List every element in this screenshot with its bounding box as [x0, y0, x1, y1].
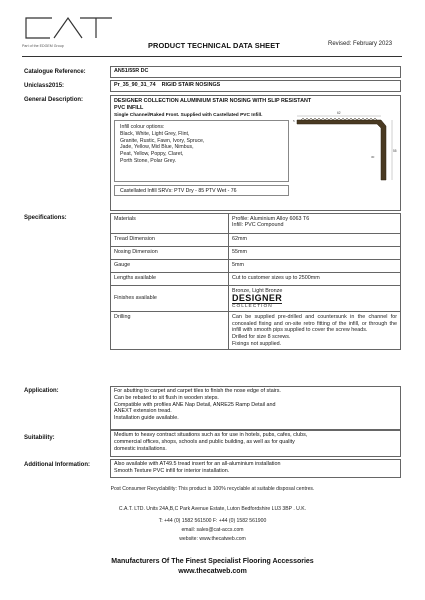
- table-row: [111, 234, 401, 247]
- spec-value: 55mm: [229, 247, 401, 260]
- infill-line: Porth Stone, Polar Grey.: [120, 157, 177, 164]
- uniclass-label: Uniclass2015:: [24, 83, 65, 89]
- general-subtitle: Single Channel/Raked Front. Supplied with Castellated PVC Infill.: [114, 113, 263, 118]
- infill-line: Black, White, Light Grey, Flint,: [120, 130, 190, 137]
- additional-line: Also available with AT49.5 tread insert for an all-aluminium installation: [114, 461, 281, 467]
- recyclability-note: Post Consumer Recyclability: This product is 100% recyclable at suitable disposal centres.: [110, 486, 315, 492]
- suitability-line: commercial offices, shops, schools and public building, as well as for quality: [114, 438, 295, 445]
- spec-value: [229, 312, 401, 350]
- table-row: [111, 214, 401, 234]
- general-title: DESIGNER COLLECTION ALUMINIUM STAIR NOSING WITH SLIP RESISTANT PVC INFILL: [114, 98, 312, 111]
- spec-key: Finishes available: [111, 286, 229, 312]
- spec-value: 5mm: [229, 260, 401, 273]
- spec-value: [229, 214, 401, 234]
- general-description-box: [110, 95, 401, 211]
- company-phone: T: +44 (0) 1582 561500 F: +44 (0) 1582 561900: [158, 518, 267, 524]
- suitability-box: [110, 430, 401, 457]
- company-website: website: www.thecatweb.com: [179, 536, 246, 542]
- dim-right-label: 55: [393, 149, 397, 153]
- infill-line: Jade, Yellow, Mid Blue, Nimbus,: [120, 144, 194, 151]
- application-line: Compatible with profiles ANE Nap Detail, ANRE25 Ramp Detail and: [114, 401, 276, 408]
- dim-top-label: 62: [337, 111, 341, 115]
- spec-key: Drilling: [111, 312, 229, 350]
- additional-line: Smooth Texture PVC infill for interior installation.: [114, 467, 230, 474]
- revised-date: Revised: February 2023: [328, 41, 393, 47]
- dim-inner-label: 30: [371, 155, 375, 159]
- designer-collection-logo: [232, 294, 397, 310]
- table-row: [111, 247, 401, 260]
- suitability-label: Suitability:: [24, 435, 55, 441]
- uniclass-value: Pr_35_90_31_74 RIGID STAIR NOSINGS: [110, 80, 401, 92]
- spec-key: Tread Dimension: [111, 234, 229, 247]
- designer-word: DESIGNER: [232, 293, 283, 304]
- cat-logo-icon: [22, 14, 114, 44]
- suitability-line: domestic installations.: [114, 445, 167, 452]
- specifications-table: [110, 213, 401, 350]
- application-line: For abutting to carpet and carpet tiles to finish the nose edge of stairs.: [114, 388, 281, 394]
- specifications-label: Specifications:: [24, 215, 67, 221]
- additional-label: Additional Information:: [24, 462, 90, 468]
- infill-colour-box: [114, 120, 289, 182]
- spec-value: 62mm: [229, 234, 401, 247]
- infill-line: Peat, Yellow, Poppy, Claret,: [120, 151, 184, 157]
- stair-nosing-profile-icon: [289, 100, 399, 196]
- spec-value-line: Fixings not supplied.: [232, 340, 282, 347]
- footer-tagline: Manufacturers Of The Finest Specialist Flooring Accessories: [111, 558, 314, 565]
- collection-word: COLLECTION: [232, 304, 273, 310]
- catalogue-label: Catalogue Reference:: [24, 69, 86, 75]
- company-logo: [22, 14, 114, 50]
- page-title: PRODUCT TECHNICAL DATA SHEET: [148, 41, 280, 50]
- application-line: Can be rebated to sit flush in wooden steps.: [114, 394, 219, 401]
- infill-line: Infill colour options:: [120, 124, 165, 130]
- spec-key: Nosing Dimension: [111, 247, 229, 260]
- logo-caption: Part of the EDGEM Group: [22, 44, 64, 48]
- spec-value-line: Infill: PVC Compound: [232, 222, 284, 229]
- table-row: [111, 260, 401, 273]
- spec-key: Lengths available: [111, 273, 229, 286]
- catalogue-value: AN51/55R DC: [110, 66, 401, 78]
- application-label: Application:: [24, 388, 59, 394]
- table-row: [111, 286, 401, 312]
- general-label: General Description:: [24, 97, 84, 103]
- spec-value-line: Can be supplied pre-drilled and countersunk in the channel for concealed fixing and on-site retro fitting of the infill, or through the infill with smooth pips supplied to cover the screw heads.: [232, 313, 397, 334]
- spec-value-line: Drilled for size 8 screws.: [232, 334, 291, 341]
- dim-left-label: 5: [293, 119, 295, 123]
- company-email: email: sales@cat-accs.com: [181, 527, 244, 533]
- application-line: Installation guide available.: [114, 415, 179, 421]
- spec-key: Materials: [111, 214, 229, 234]
- company-address: C.A.T. LTD. Units 24A,B,C Park Avenue Estate, Luton Bedfordshire LU3 3BP . U.K.: [118, 506, 307, 512]
- infill-line: Granite, Rustic, Fawn, Ivory, Spruce,: [120, 137, 205, 144]
- application-box: [110, 386, 401, 430]
- spec-value: Cut to customer sizes up to 2500mm: [229, 273, 401, 286]
- additional-box: [110, 459, 401, 478]
- header-divider: [22, 56, 402, 57]
- application-line: ANEXT extension tread.: [114, 408, 172, 415]
- spec-value-line: Profile: Aluminium Alloy 6063 T6: [232, 215, 310, 222]
- footer-url: www.thecatweb.com: [178, 568, 247, 575]
- table-row: [111, 273, 401, 286]
- spec-value-line: Bronze, Light Bronze: [232, 287, 283, 294]
- header: [0, 0, 425, 60]
- srv-box: Castellated Infill SRVs: PTV Dry - 85 PTV Wet - 76: [114, 185, 289, 196]
- table-row: [111, 312, 401, 350]
- spec-key: Gauge: [111, 260, 229, 273]
- suitability-line: Medium to heavy contract situations such as for use in hotels, pubs, cafes, clubs,: [114, 432, 308, 438]
- spec-value: [229, 286, 401, 312]
- profile-drawing: [289, 100, 399, 196]
